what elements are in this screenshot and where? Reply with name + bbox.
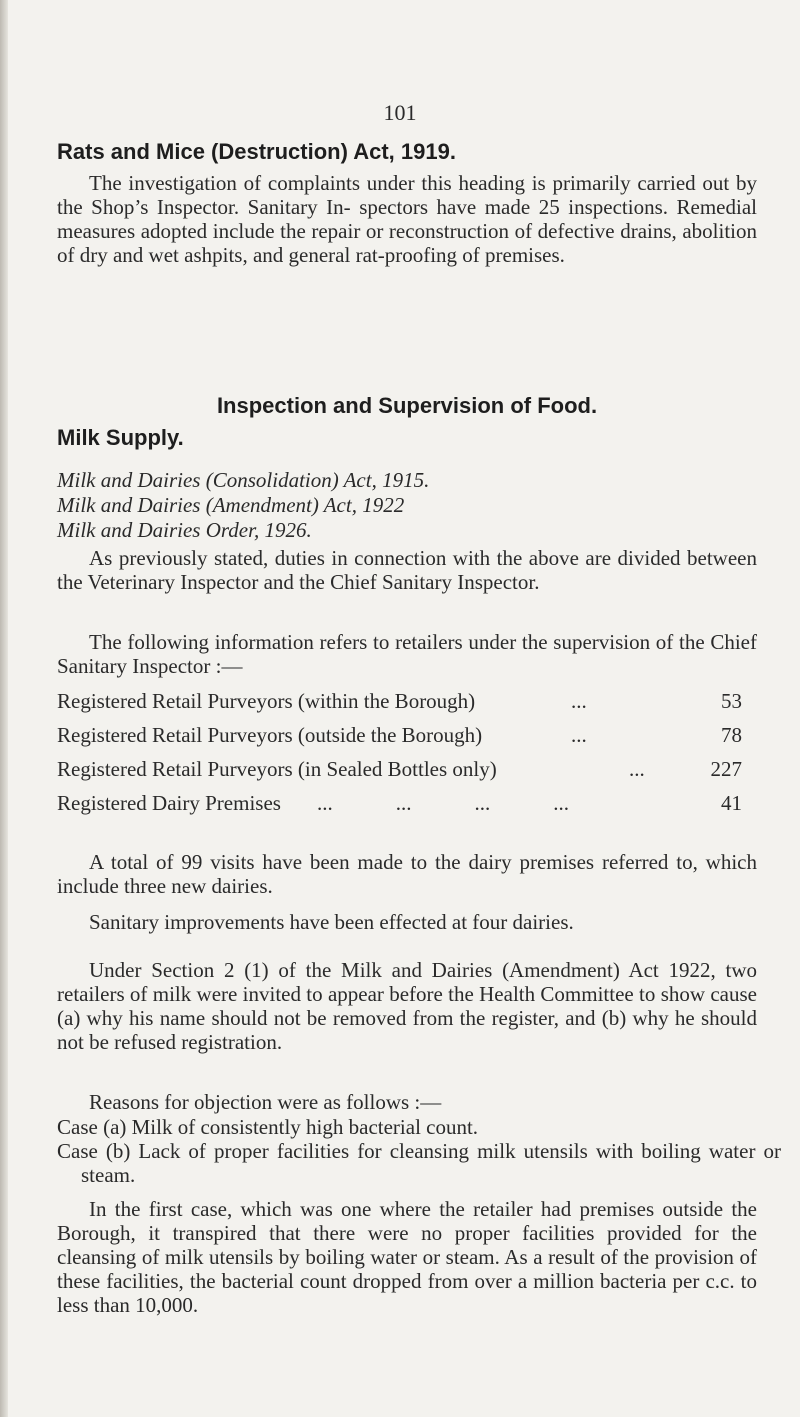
row-leader-dots: ...: [629, 757, 645, 781]
row-label: Registered Retail Purveyors (outside the Borough): [57, 723, 483, 747]
row-value: 53: [721, 689, 742, 713]
retailers-intro-paragraph: The following information refers to retailers under the supervision of the Chief Sanitary Inspector :—: [57, 630, 757, 678]
row-label: Registered Dairy Premises: [57, 791, 281, 815]
act-title-1915: Milk and Dairies (Consolidation) Act, 1915.: [57, 468, 430, 492]
row-label: Registered Retail Purveyors (within the Borough): [57, 689, 476, 713]
rats-mice-paragraph: The investigation of complaints under this heading is primarily carried out by the Shop’s Inspector. Sanitary In- spectors have made 25 inspections. Remedial measures adopted include the repair or reconstruction of defective drains, abolition of dry and wet ashpits, and general rat-proofing of premises.: [57, 171, 757, 267]
visits-paragraph: A total of 99 visits have been made to the dairy premises referred to, which include three new dairies.: [57, 850, 757, 898]
row-leader-dots: ... ... ... ...: [317, 791, 569, 815]
act-title-1922: Milk and Dairies (Amendment) Act, 1922: [57, 493, 405, 517]
row-leader-dots: ...: [571, 723, 587, 747]
page-number: 101: [383, 100, 417, 125]
row-leader-dots: ...: [571, 689, 587, 713]
case-b-item: Case (b) Lack of proper facilities for cleansing milk utensils with boiling water or steam.: [57, 1139, 781, 1187]
improvements-paragraph: Sanitary improvements have been effected at four dairies.: [89, 910, 574, 934]
first-case-paragraph: In the first case, which was one where the retailer had premises outside the Borough, it transpired that there were no proper facilities provided for the cleansing of milk utensils by boiling water or steam. As a result of the provision of these facilities, the bacterial count dropped from over a million bacteria per c.c. to less than 10,000.: [57, 1197, 757, 1317]
page-edge-shadow: [0, 0, 8, 1417]
subheading-milk-supply: Milk Supply.: [57, 425, 184, 450]
section-heading-rats-mice: Rats and Mice (Destruction) Act, 1919.: [57, 139, 456, 164]
objection-reasons-paragraph: Reasons for objection were as follows :—: [89, 1090, 442, 1114]
section-2-paragraph: Under Section 2 (1) of the Milk and Dairies (Amendment) Act 1922, two retailers of milk were invited to appear before the Health Committee to show cause (a) why his name should not be removed from the register, and (b) why he should not be refused registration.: [57, 958, 757, 1054]
case-a-item: Case (a) Milk of consistently high bacterial count.: [57, 1115, 479, 1139]
duties-paragraph: As previously stated, duties in connection with the above are divided between the Veterinary Inspector and the Chief Sanitary Inspector.: [57, 546, 757, 594]
section-heading-food-inspection: Inspection and Supervision of Food.: [216, 393, 598, 418]
order-title-1926: Milk and Dairies Order, 1926.: [57, 518, 312, 542]
row-value: 78: [721, 723, 742, 747]
row-label: Registered Retail Purveyors (in Sealed Bottles only): [57, 757, 497, 781]
row-value: 41: [721, 791, 742, 815]
row-value: 227: [710, 757, 742, 781]
